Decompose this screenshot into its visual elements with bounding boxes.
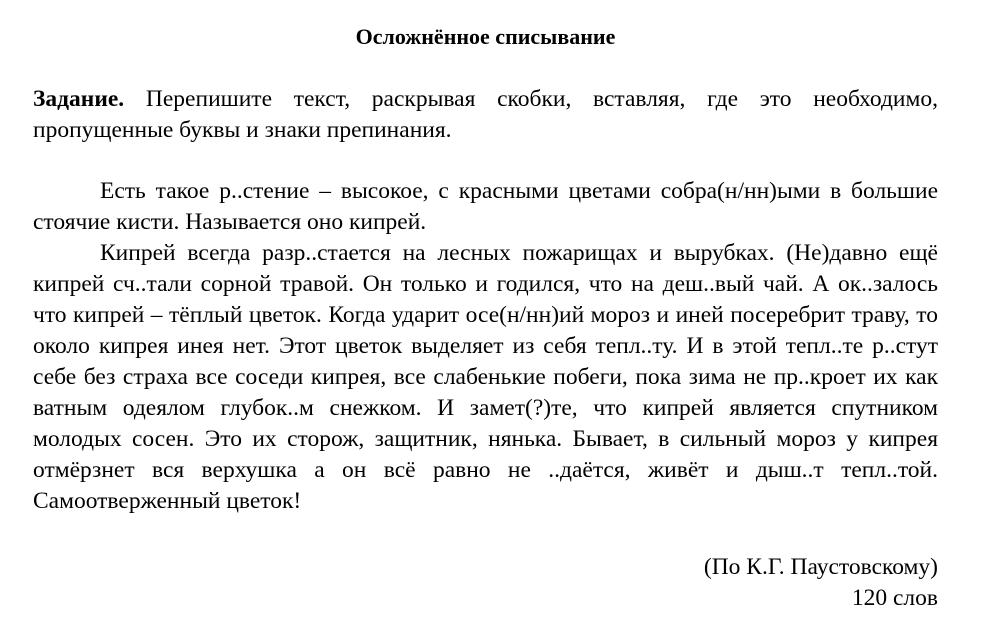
task-instruction — [33, 84, 938, 146]
word-count: 120 слов — [851, 585, 938, 611]
source-author: (По К.Г. Паустовскому) — [703, 554, 938, 580]
paragraph-1: Есть такое р..стение – высокое, с красными цветами собра(н/нн)ыми в большие стоячие кисти. Называется оно кипрей. — [33, 178, 938, 235]
source-block — [704, 552, 938, 614]
paragraph-2: Кипрей всегда разр..стается на лесных пожарищах и вырубках. (Не)давно ещё кипрей сч..тали сорной травой. Он только и годился, что на деш..вый чай. А ок..залось что кипрей – тёплый цветок. Когда ударит осе(н/нн)ий мороз и иней посеребрит траву, то около кипрея инея нет. Этот цветок выделяет из себя тепл..ту. И в этой тепл..те р..стут себе без страха все соседи кипрея, все слабенькие побеги, пока зима не пр..кроет их как ватным одеялом глубок..м снежком. И замет(?)те, что кипрей является спутником молодых сосен. Это их сторож, защитник, нянька. Бывает, в сильный мороз у кипрея отмёрзнет вся верхушка а он всё равно не ..даётся, живёт и дыш..т тепл..той. Самоотверженный цветок! — [33, 240, 938, 514]
document-title: Осложнённое списывание — [355, 24, 616, 49]
dictation-text — [33, 176, 938, 517]
task-label: Задание. — [33, 86, 125, 112]
task-text: Перепишите текст, раскрывая скобки, вставляя, где это необходимо, пропущенные буквы и знаки препинания. — [33, 86, 939, 143]
